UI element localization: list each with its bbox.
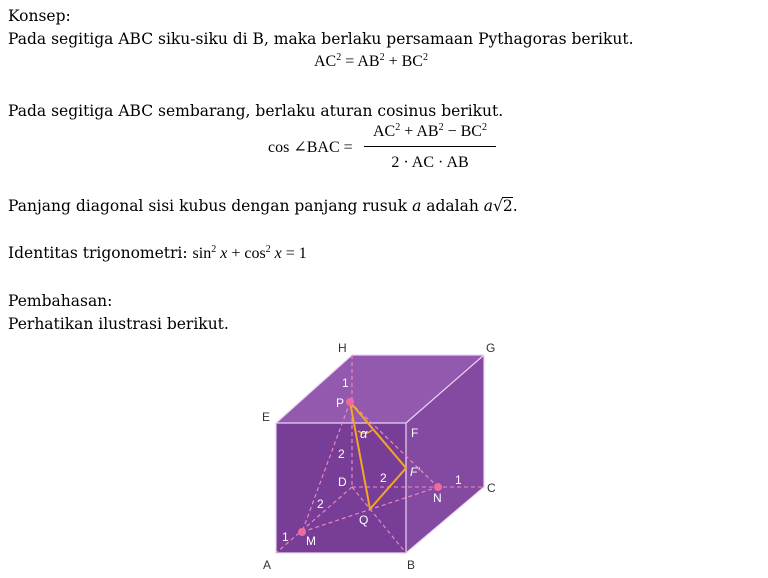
label-F-prime: F' — [410, 465, 420, 479]
label-C: C — [487, 481, 496, 495]
label-A: A — [263, 558, 272, 572]
point-P — [346, 398, 354, 406]
label-E: E — [262, 410, 271, 424]
length-AM: 1 — [282, 530, 289, 544]
label-P: P — [336, 396, 345, 410]
pembahasan-intro: Perhatikan ilustrasi berikut. — [8, 315, 229, 333]
length-HP: 1 — [342, 376, 349, 390]
label-D: D — [338, 475, 347, 489]
angle-alpha: α — [360, 426, 368, 441]
pembahasan-heading: Pembahasan: — [8, 292, 113, 310]
label-F: F — [411, 426, 419, 440]
konsep-heading: Konsep: — [8, 7, 71, 25]
length-PQ: 2 — [338, 447, 345, 461]
cosine-denominator: 2 · AC · AB — [391, 154, 469, 171]
trig-identity: Identitas trigonometri: $\sin^2 x + \cos^2 x = 1$ — [8, 244, 307, 262]
label-G: G — [486, 341, 496, 355]
label-M: M — [306, 534, 316, 548]
diagonal-statement: Panjang diagonal sisi kubus dengan panjang rusuk a adalah a√2. — [8, 197, 518, 215]
cosine-numerator: $AC^2 + AB^2 - BC^2$ — [373, 122, 487, 140]
label-Q: Q — [359, 513, 369, 527]
point-M — [298, 528, 306, 536]
length-FpQ: 2 — [380, 471, 387, 485]
length-DM: 2 — [317, 497, 324, 511]
point-N — [434, 483, 442, 491]
cosine-label: cos ∠BAC = — [268, 139, 353, 156]
label-H: H — [338, 341, 347, 355]
label-N: N — [433, 491, 442, 505]
cosine-rule-intro: Pada segitiga ABC sembarang, berlaku aturan cosinus berikut. — [8, 102, 504, 120]
label-B: B — [407, 558, 416, 572]
length-NC: 1 — [455, 473, 462, 487]
pythagoras-intro: Pada segitiga ABC siku-siku di B, maka berlaku persamaan Pythagoras berikut. — [8, 30, 634, 48]
pythagoras-equation: $AC^2 = AB^2 + BC^2$ — [314, 52, 428, 70]
